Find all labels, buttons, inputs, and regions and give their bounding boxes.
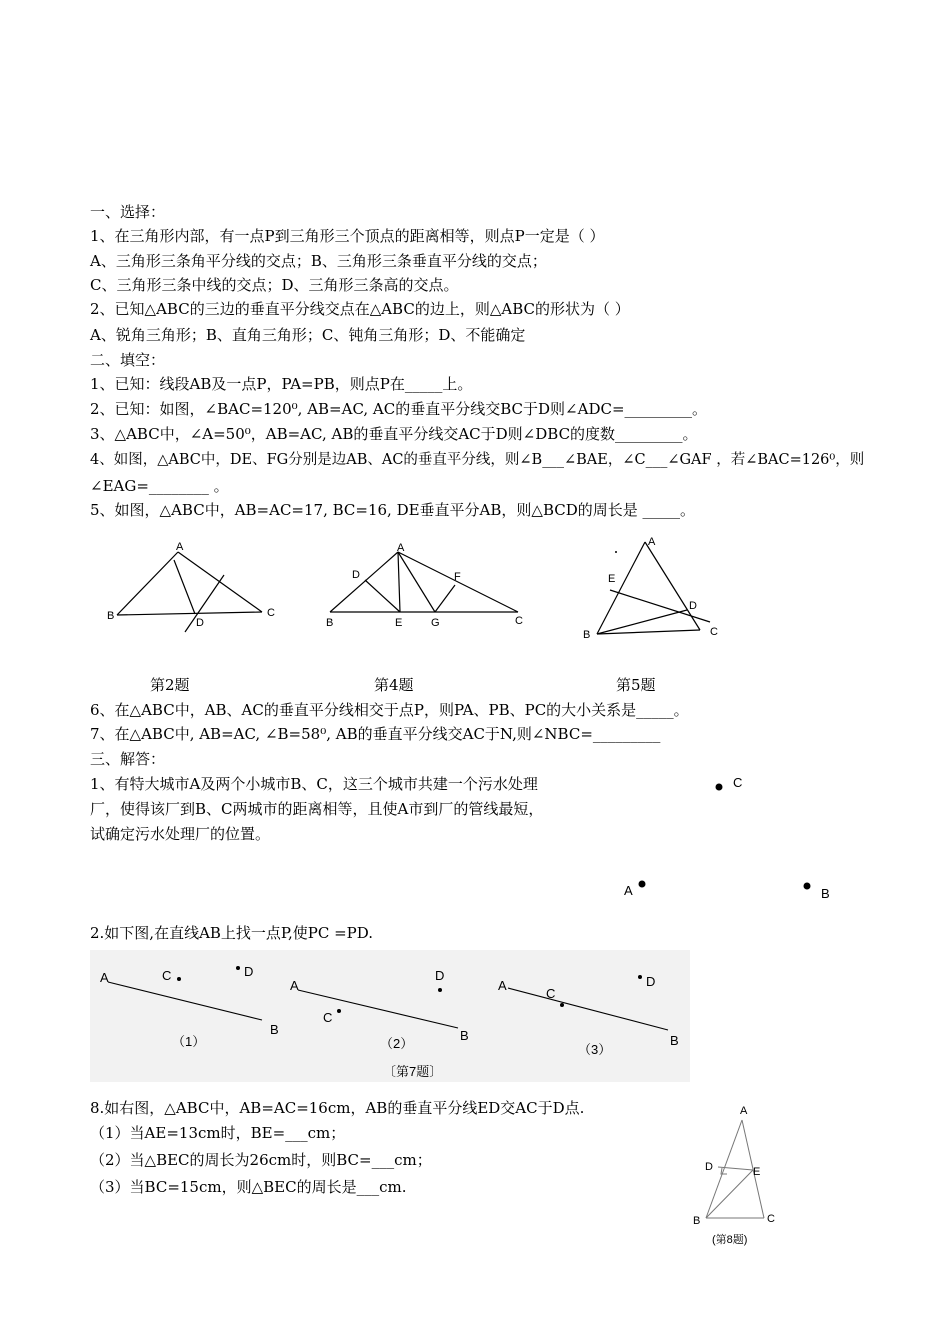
fig7c-label-a: A: [498, 978, 507, 993]
s2-question-4-line2: ∠EAG=________ 。: [90, 477, 229, 495]
s3-q8-part2: （2）当△BEC的周长为26cm时，则BC=___cm；: [90, 1151, 432, 1169]
fig2-label-d: D: [196, 617, 204, 629]
s3-q8-part3: （3）当BC=15cm，则△BEC的周长是___cm.: [90, 1178, 407, 1196]
fig8-label-c: C: [767, 1213, 775, 1225]
fig5-label-d: D: [689, 600, 697, 612]
fig5-label-c: C: [710, 626, 718, 638]
figure-4: [320, 540, 530, 635]
fig8-caption: (第8题): [712, 1234, 748, 1246]
fig4-label-d: D: [352, 569, 360, 581]
s3-question-1-line1: 1、有特大城市A及两个小城市B、C，这三个城市共建一个污水处理: [90, 775, 538, 793]
fig7a-label-a: A: [100, 970, 109, 985]
s2-question-6: 6、在△ABC中，AB、AC的垂直平分线相交于点P，则PA、PB、PC的大小关系是_____。: [90, 701, 689, 719]
section3-heading: 三、解答：: [90, 750, 166, 768]
fig4-label-c: C: [515, 615, 523, 627]
fig7b-label-d: D: [435, 968, 445, 983]
fig7-caption: 〔第7题〕: [383, 1064, 443, 1079]
figure-7: [90, 950, 690, 1085]
s2-question-7: 7、在△ABC中, AB=AC, ∠B=58⁰, AB的垂直平分线交AC于N,则∠NBC=_________: [90, 725, 661, 743]
fig4-label-f: F: [454, 571, 461, 583]
fig7a-label-d: D: [244, 964, 254, 979]
fig7c-label-c: C: [546, 986, 556, 1001]
s1-question-1: 1、在三角形内部，有一点P到三角形三个顶点的距离相等，则点P一定是（ ）: [90, 227, 605, 245]
fig4-label-g: G: [431, 617, 440, 629]
fig7b-label-b: B: [460, 1028, 469, 1043]
fig7b-label-c: C: [323, 1010, 333, 1025]
s1-q2-options: A、锐角三角形；B、直角三角形；C、钝角三角形；D、不能确定: [90, 326, 526, 344]
s2-question-5: 5、如图，△ABC中，AB=AC=17, BC=16, DE垂直平分AB，则△BCD的周长是 _____。: [90, 501, 696, 519]
fig7a-label-b: B: [270, 1022, 279, 1037]
fig4-label-e: E: [395, 617, 403, 629]
city-label-b: B: [821, 886, 830, 901]
fig7b-label-a: A: [290, 978, 299, 993]
s2-question-4-line1: 4、如图，△ABC中，DE、FG分别是边AB、AC的垂直平分线，则∠B___∠BAE，∠C___∠GAF ，若∠BAC=126⁰，则: [90, 452, 865, 468]
s3-question-1-line3: 试确定污水处理厂的位置。: [90, 825, 271, 843]
caption-fig2: 第2题: [150, 676, 190, 694]
section1-heading: 一、选择：: [90, 203, 166, 221]
fig7c-label-b: B: [670, 1033, 679, 1048]
fig2-label-a: A: [176, 541, 184, 553]
fig7-sub2: （2）: [380, 1036, 414, 1051]
city-label-c: C: [733, 775, 743, 790]
s3-q8-part1: （1）当AE=13cm时，BE=___cm；: [90, 1124, 346, 1142]
s3-question-8: 8.如右图，△ABC中，AB=AC=16cm，AB的垂直平分线ED交AC于D点.: [90, 1099, 585, 1117]
fig5-label-e: E: [608, 573, 616, 585]
s3-question-1-line2: 厂，使得该厂到B、C两城市的距离相等，且使A市到厂的管线最短，: [90, 800, 544, 818]
s1-question-2: 2、已知△ABC的三边的垂直平分线交点在△ABC的边上，则△ABC的形状为（ ）: [90, 300, 630, 318]
cities-figure: [610, 765, 850, 905]
section2-heading: 二、填空：: [90, 351, 166, 369]
fig7c-label-d: D: [646, 974, 656, 989]
fig5-label-a: A: [648, 536, 656, 548]
s3-question-2: 2.如下图,在直线AB上找一点P,使PC =PD.: [90, 924, 374, 942]
fig8-label-d: D: [705, 1161, 713, 1173]
s1-q1-options-ab: A、三角形三条角平分线的交点；B、三角形三条垂直平分线的交点；: [90, 252, 547, 270]
fig5-label-b: B: [583, 629, 591, 641]
s1-q1-options-cd: C、三角形三条中线的交点；D、三角形三条高的交点。: [90, 276, 459, 294]
fig4-label-b: B: [326, 617, 334, 629]
caption-fig4: 第4题: [374, 676, 414, 694]
s2-question-3: 3、△ABC中，∠A=50⁰，AB=AC, AB的垂直平分线交AC于D则∠DBC的度数_________。: [90, 425, 698, 443]
s2-question-2: 2、已知：如图，∠BAC=120⁰, AB=AC, AC的垂直平分线交BC于D则∠ADC=_________。: [90, 400, 708, 418]
fig8-label-e: E: [753, 1166, 761, 1178]
s2-question-1: 1、已知：线段AB及一点P，PA=PB，则点P在_____上。: [90, 375, 473, 393]
fig7-sub3: （3）: [578, 1042, 612, 1057]
caption-fig5: 第5题: [616, 676, 656, 694]
fig4-label-a: A: [397, 542, 405, 554]
fig8-label-b: B: [693, 1215, 701, 1227]
figure-2: [100, 540, 290, 635]
fig7-sub1: （1）: [172, 1034, 206, 1049]
fig2-label-b: B: [107, 610, 115, 622]
fig8-label-a: A: [740, 1105, 748, 1117]
city-label-a: A: [624, 883, 633, 898]
fig2-label-c: C: [267, 607, 275, 619]
fig7a-label-c: C: [162, 968, 172, 983]
figure-5: [575, 532, 735, 647]
figure-8: [690, 1100, 800, 1250]
